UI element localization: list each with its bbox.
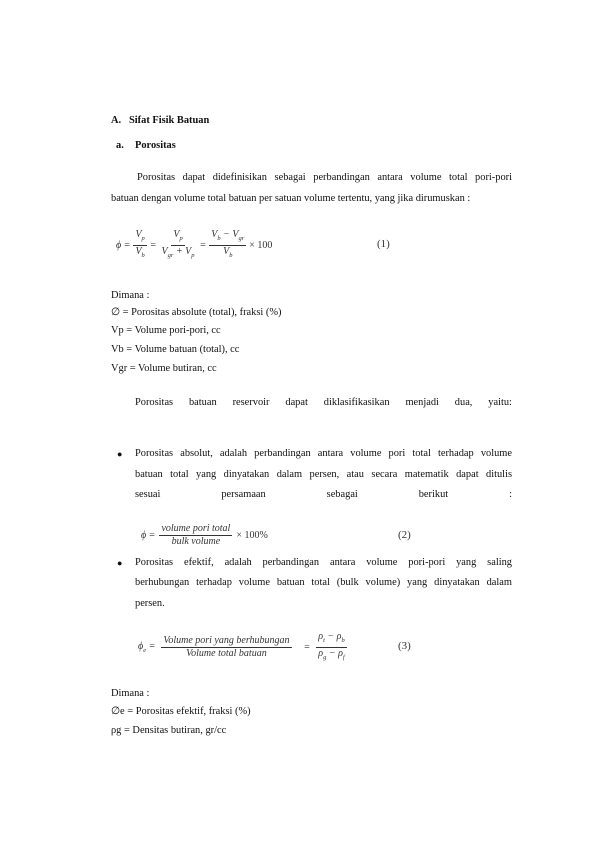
eq2-numerator: volume pori total — [161, 522, 231, 534]
bullet2-line-1: Porositas efektif, adalah perbandingan antara volume pori-pori yang saling — [135, 557, 512, 568]
intro-line-1: Porositas dapat didefinisikan sebagai perbandingan antara volume total pori-pori — [137, 172, 512, 183]
section-label: A. — [111, 115, 122, 126]
word: persamaan — [221, 489, 266, 500]
subsection-label: a. — [116, 140, 124, 151]
word: berikut — [418, 489, 449, 500]
classification-line — [135, 397, 512, 409]
equation-2-number: (2) — [398, 529, 411, 541]
word: yaitu: — [488, 397, 512, 408]
dimana-heading-2: Dimana : — [111, 688, 150, 699]
word: dapat — [285, 397, 308, 408]
bullet1-line-1: Porositas absolut, adalah perbandingan antara volume pori total terhadap volume — [135, 448, 512, 459]
definition-item: ∅ = Porositas absolute (total), fraksi (%) — [111, 307, 282, 318]
equation-1: ϕ = $\frac{V_p}{V_b}$ = $\frac{V_p}{V_{gr} + V_p}$ = $\frac{V_b - V_{gr}}{V_b}$ × 100 — [116, 228, 273, 259]
section-title: Sifat Fisik Batuan — [129, 115, 210, 126]
equation-1-number: (1) — [377, 238, 390, 250]
definition-item: ∅e = Porositas efektif, fraksi (%) — [111, 706, 251, 717]
word: dua, — [454, 397, 473, 408]
word: : — [509, 489, 512, 500]
definition-item: Vp = Volume pori-pori, cc — [111, 325, 221, 336]
equation-2: ϕ = $\frac{\text{volume pori total}}{\text{bulk volume}}$ × 100% — [141, 522, 268, 547]
word: diklasifikasikan — [323, 397, 390, 408]
word: batuan — [188, 397, 217, 408]
word: sebagai — [326, 489, 358, 500]
bullet2-line-2: berhubungan terhadap volume batuan total (bulk volume) yang dinyatakan dalam — [135, 577, 512, 588]
eq2-suffix: × 100% — [236, 529, 268, 541]
equation-3-number: (3) — [398, 640, 411, 652]
word: menjadi — [405, 397, 439, 408]
definition-item: Vb = Volume batuan (total), cc — [111, 344, 240, 355]
eq3-numerator: Volume pori yang berhubungan — [163, 634, 290, 646]
dimana-heading-1: Dimana : — [111, 290, 150, 301]
word: Porositas — [135, 397, 174, 408]
word: sesuai — [135, 489, 161, 500]
word: reservoir — [232, 397, 270, 408]
definition-item: Vgr = Volume butiran, cc — [111, 363, 217, 374]
bullet-icon: ● — [117, 558, 123, 568]
bullet1-line-2: batuan total yang dinyatakan dalam persen, atau secara matematik dapat ditulis — [135, 469, 512, 480]
eq2-denominator: bulk volume — [171, 535, 221, 547]
intro-line-2: batuan dengan volume total batuan per satuan volume tertentu, yang jika dirumuskan : — [111, 193, 471, 204]
equation-3: $\phi_e$ = $\frac{\text{Volume pori yang berhubungan}}{\text{Volume total batuan}}$ = $\frac{\rho_t - \rho_b}{\rho_g - \rho_f}$ — [138, 630, 345, 661]
bullet-icon: ● — [117, 449, 123, 459]
definition-item: ρg = Densitas butiran, gr/cc — [111, 725, 227, 736]
bullet2-line-3: persen. — [135, 598, 165, 609]
subsection-title: Porositas — [135, 140, 176, 151]
eq3-denominator: Volume total batuan — [186, 647, 267, 659]
bullet1-line-3 — [135, 489, 512, 501]
